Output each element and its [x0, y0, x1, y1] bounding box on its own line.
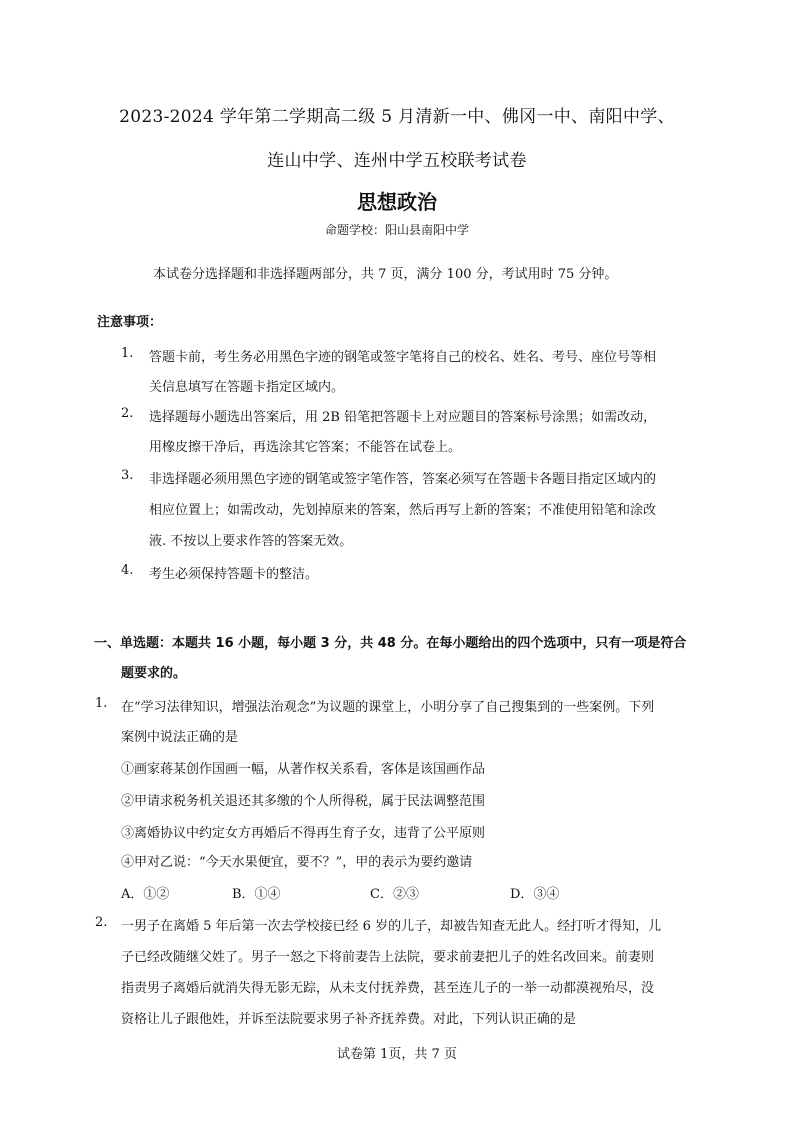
note-line: 关信息填写在答题卡指定区域内。 — [149, 380, 345, 395]
question-statement: ④甲对乙说：“今天水果便宜，要不？”，甲的表示为要约邀请 — [121, 855, 473, 870]
note-line: 相应位置上；如需改动，先划掉原来的答案，然后再写上新的答案；不准使用铅笔和涂改 — [149, 503, 657, 518]
question-statement: ①画家蒋某创作国画一幅，从著作权关系看，客体是该国画作品 — [121, 762, 486, 777]
question-number: 2. — [95, 915, 108, 930]
note-line: 用橡皮擦干净后，再选涂其它答案；不能答在试卷上。 — [149, 440, 462, 455]
note-line: 答题卡前，考生务必用黑色字迹的钢笔或签字笔将自己的校名、姓名、考号、座位号等相 — [149, 350, 657, 365]
note-line: 非选择题必须用黑色字迹的钢笔或签字笔作答，答案必须写在答题卡各题目指定区域内的 — [149, 472, 657, 487]
note-line: 液. 不按以上要求作答的答案无效。 — [149, 534, 353, 549]
section-heading: 一、单选题：本题共 16 小题，每小题 3 分，共 48 分。在每小题给出的四个选项中，只有一项是符合 — [94, 636, 687, 651]
question-number: 1. — [95, 696, 108, 711]
page-footer: 试卷第 1页，共 7 页 — [337, 1047, 457, 1062]
note-line: 选择题每小题选出答案后，用 2B 铅笔把答题卡上对应题目的答案标号涂黑；如需改动， — [149, 410, 657, 425]
exam-title-line1: 2023-2024 学年第二学期高二级 5 月清新一中、佛冈一中、南阳中学、 — [119, 107, 675, 127]
question-text: 子已经改随继父姓了。男子一怒之下将前妻告上法院，要求前妻把儿子的姓名改回来。前妻则 — [121, 950, 655, 965]
setter-school: 命题学校：阳山县南阳中学 — [324, 223, 469, 237]
answer-option-a: A．①② — [121, 887, 170, 902]
note-number: 1. — [121, 346, 134, 361]
exam-title-line2: 连山中学、连州中学五校联考试卷 — [267, 151, 527, 171]
answer-option-c: C．②③ — [370, 887, 419, 902]
question-statement: ②甲请求税务机关退还其多缴的个人所得税，属于民法调整范围 — [121, 794, 486, 809]
note-line: 考生必须保持答题卡的整洁。 — [149, 567, 319, 582]
exam-intro: 本试卷分选择题和非选择题两部分，共 7 页，满分 100 分，考试用时 75 分钟。 — [153, 267, 618, 282]
question-text: 案例中说法正确的是 — [121, 730, 239, 745]
answer-option-b: B．①④ — [232, 887, 281, 902]
subject-title: 思想政治 — [357, 190, 437, 214]
notes-heading: 注意事项： — [97, 315, 163, 330]
note-number: 2. — [121, 406, 134, 421]
section-heading-cont: 题要求的。 — [121, 666, 187, 681]
note-number: 3. — [121, 468, 134, 483]
answer-option-d: D．③④ — [510, 887, 560, 902]
question-statement: ③离婚协议中约定女方再婚后不得再生育子女，违背了公平原则 — [121, 826, 486, 841]
question-text: 在“学习法律知识，增强法治观念”为议题的课堂上，小明分享了自己搜集到的一些案例。下列 — [121, 700, 655, 715]
question-text: 一男子在离婚 5 年后第一次去学校接已经 6 岁的儿子，却被告知查无此人。经打听才得知，儿 — [121, 919, 662, 934]
question-text: 指责男子离婚后就消失得无影无踪，从未支付抚养费，甚至连儿子的一举一动都漠视殆尽，没 — [121, 981, 655, 996]
note-number: 4. — [121, 563, 134, 578]
question-text: 资格让儿子跟他姓，并诉至法院要求男子补齐抚养费。对此，下列认识正确的是 — [121, 1012, 577, 1027]
